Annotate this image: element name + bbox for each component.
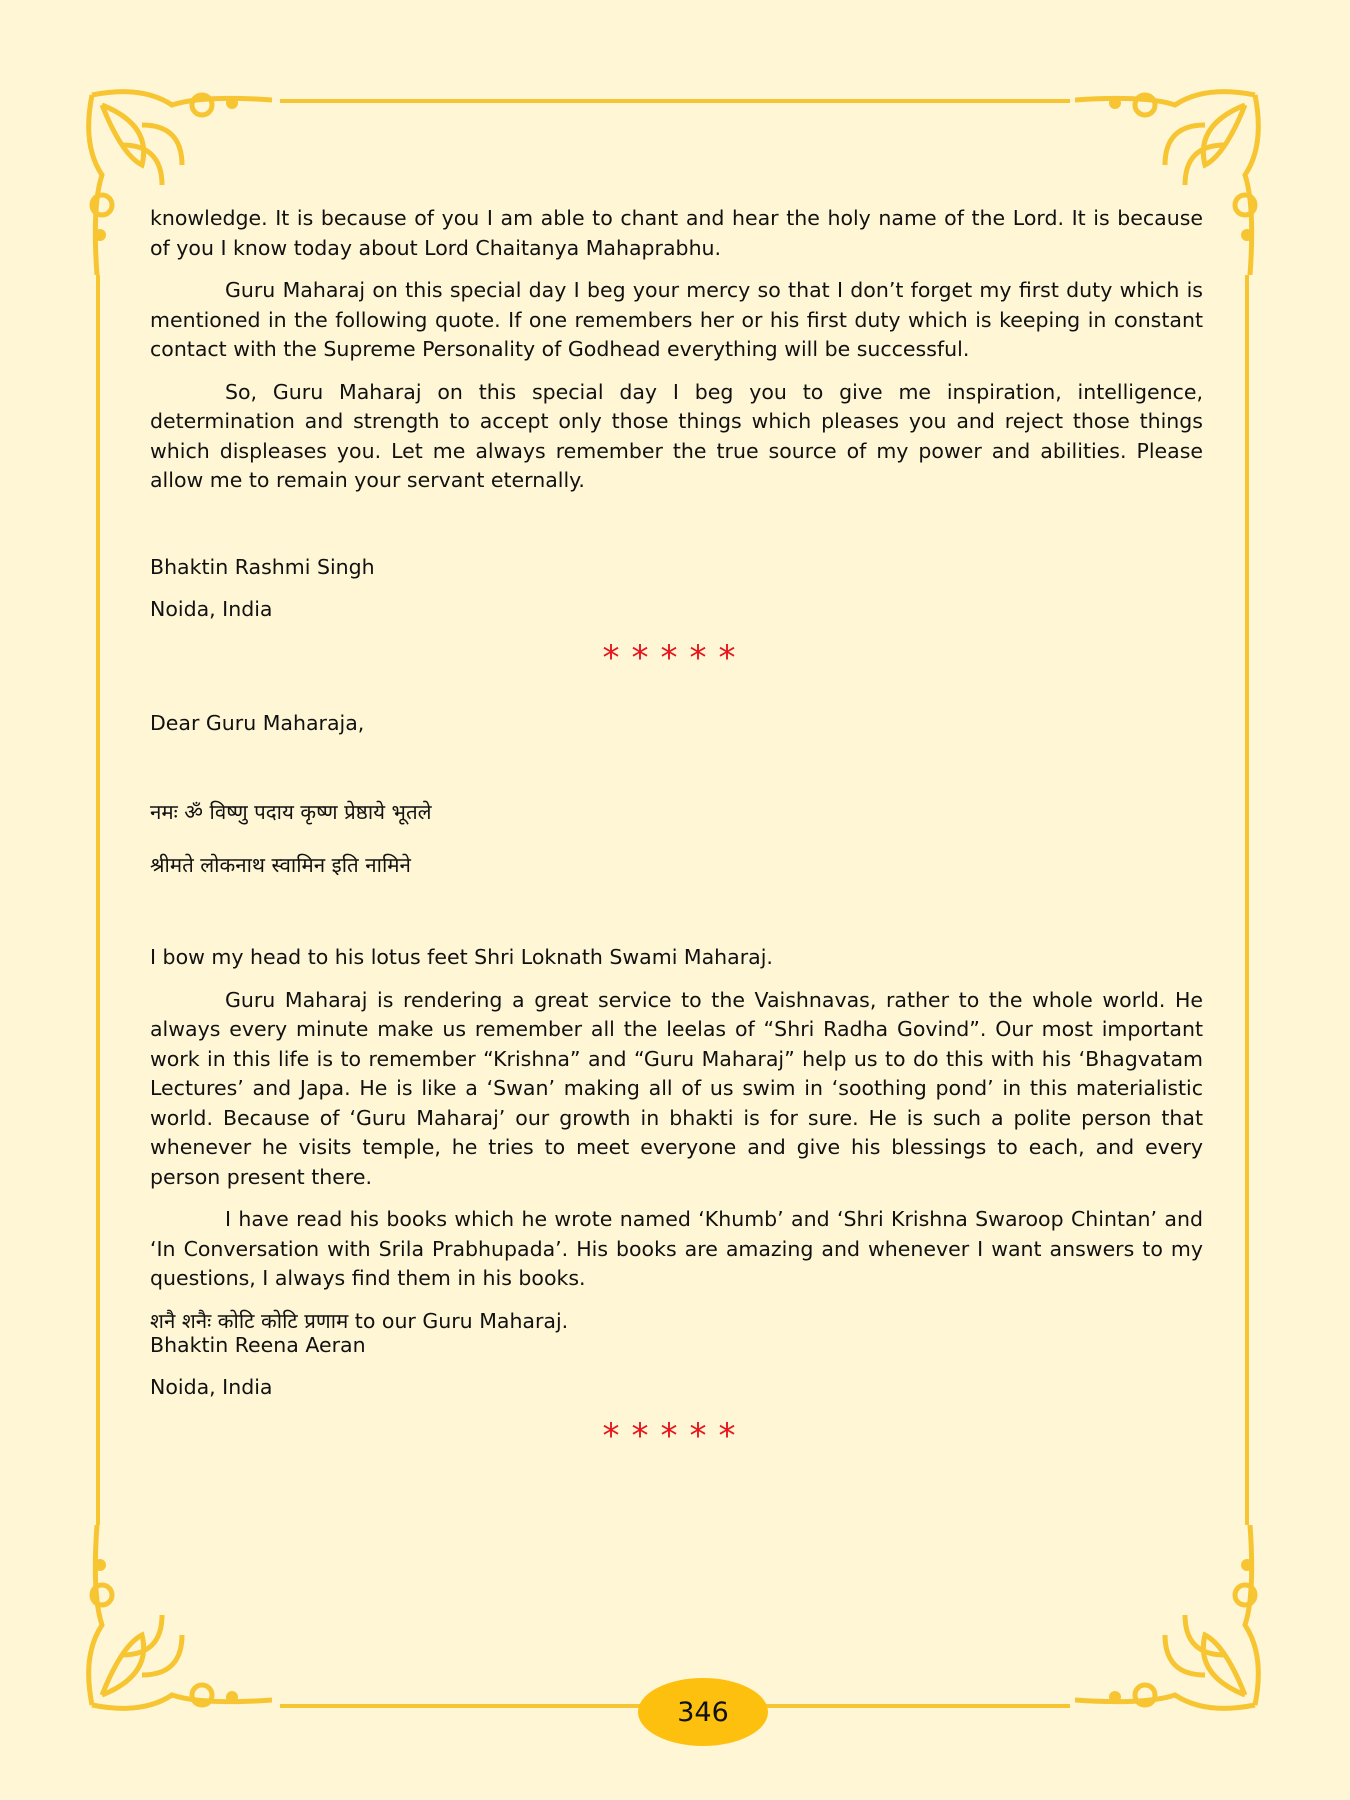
signature-name: Bhaktin Reena Aeran <box>150 1333 366 1357</box>
paragraph: I have read his books which he wrote named ‘Khumb’ and ‘Shri Krishna Swaroop Chintan’ and ‘In Conversation with Srila Prabhupada’. His books are amazing and whenever I want answers to my questions, I always find them in his books. <box>150 1207 1203 1290</box>
paragraph: knowledge. It is because of you I am able to chant and hear the holy name of the Lord. It is because of you I know today about Lord Chaitanya Mahaprabhu. <box>150 206 1203 260</box>
separator-stars: ***** <box>602 638 748 678</box>
border-right <box>1245 275 1249 1525</box>
border-left <box>96 275 100 1525</box>
closing: शनै शनैः कोटि कोटि प्रणाम to our Guru Maharaj. <box>150 1308 569 1333</box>
intro: I bow my head to his lotus feet Shri Loknath Swami Maharaj. <box>150 945 773 969</box>
verse-line: नमः ॐ विष्णु पदाय कृष्ण प्रेष्ठाये भूतले <box>150 800 432 824</box>
paragraph: So, Guru Maharaj on this special day I beg you to give me inspiration, intelligence, determination and strength to accept only those things which pleases you and reject those things which displeases you. Let me always remember the true source of my power and abilities. Please allow me to remain your servant eternally. <box>150 379 1203 492</box>
ornament-corner-icon <box>82 1525 272 1715</box>
ornament-corner-icon <box>1075 1525 1265 1715</box>
paragraph: Guru Maharaj on this special day I beg your mercy so that I don’t forget my first duty which is mentioned in the following quote. If one remembers her or his first duty which is keeping in constant contact with the Supreme Personality of Godhead everything will be successful. <box>150 278 1203 361</box>
letter1-body <box>150 204 1203 496</box>
page-number: 346 <box>638 1678 768 1746</box>
salutation: Dear Guru Maharaja, <box>150 711 365 735</box>
paragraph: Guru Maharaj is rendering a great service to the Vaishnavas, rather to the whole world. He always every minute make us remember all the leelas of “Shri Radha Govind”. Our most important work in this life is to remember “Krishna” and “Guru Maharaj” help us to do this with his ‘Bhagvatam Lectures’ and Japa. He is like a ‘Swan’ making all of us swim in ‘soothing pond’ in this materialistic world. Because of ‘Guru Maharaj’ our growth in bhakti is for sure. He is such a polite person that whenever he visits temple, he tries to meet everyone and give his blessings to each, and every person present there. <box>150 987 1203 1189</box>
signature-place: Noida, India <box>150 1375 273 1399</box>
signature-name: Bhaktin Rashmi Singh <box>150 555 375 579</box>
separator-stars: ***** <box>602 1416 748 1456</box>
letter2-body <box>150 943 1203 1336</box>
signature-place: Noida, India <box>150 597 273 621</box>
verse-line: श्रीमते लोकनाथ स्वामिन इति नामिने <box>150 853 411 877</box>
border-top <box>280 99 1070 103</box>
